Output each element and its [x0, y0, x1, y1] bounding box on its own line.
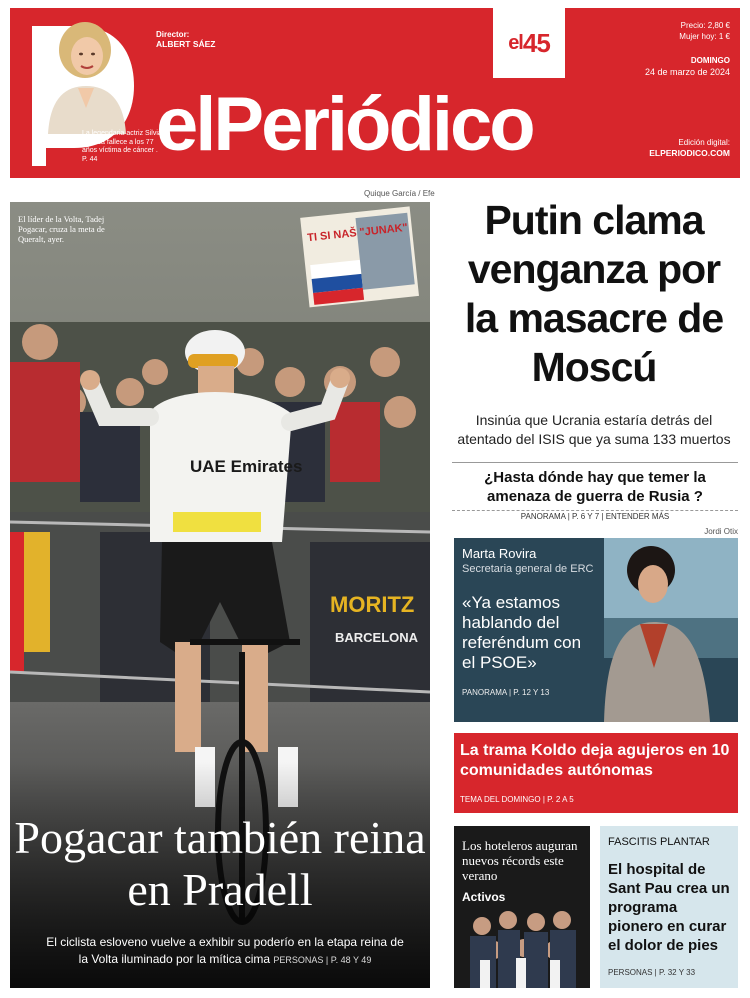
director-name: ALBERT SÁEZ: [156, 39, 216, 49]
masthead: [10, 8, 740, 178]
main-deck: Insinúa que Ucrania estaría detrás del atentado del ISIS que ya suma 133 muertos: [457, 412, 731, 447]
interview-photo-credit: Jordi Otix: [704, 527, 738, 536]
teaser-photo[interactable]: [40, 16, 130, 134]
hotel-headline: Los hoteleros auguran nuevos récords este verano: [462, 838, 578, 883]
photo-caption: El líder de la Volta, Tadej Pogacar, cruza la meta de Queralt, ayer.: [18, 214, 105, 244]
newspaper-title: elPeriódico: [156, 82, 533, 167]
interview-quote: «Ya estamos hablando del referéndum con el PSOE»: [462, 593, 582, 672]
interview-page-ref[interactable]: PANORAMA | P. 12 Y 13: [462, 688, 550, 697]
lead-deck-text: El ciclista esloveno vuelve a exhibir su poderío en la etapa reina de la Volta iluminado por la mítica cima: [46, 935, 404, 966]
interview-role: Secretaria general de ERC: [462, 563, 594, 575]
fan-sign-text: TI SI NAŠ "JUNAK": [306, 221, 409, 245]
teaser-text[interactable]: La legendaria actriz Silvia Tortosa fallece a los 77 años víctima de cáncer . P. 44: [82, 130, 162, 163]
sant-pau-page-ref[interactable]: PERSONAS | P. 32 Y 33: [608, 968, 696, 977]
hotel-section: Activos: [462, 890, 506, 904]
digital-edition: [649, 138, 730, 159]
jersey-text: UAE Emirates: [190, 457, 303, 476]
interview-name: Marta Rovira: [462, 546, 537, 561]
digital-url[interactable]: ELPERIODICO.COM: [649, 148, 730, 158]
banner-text: MORITZ: [330, 592, 415, 617]
price-block: [600, 20, 730, 42]
divider: [452, 510, 738, 511]
main-headline[interactable]: Putin clama venganza por la masacre de Moscú: [464, 197, 724, 390]
price-women: Mujer hoy: 1 €: [679, 32, 730, 41]
anniversary-prefix: el: [508, 31, 523, 54]
banner-sub: BARCELONA: [335, 630, 419, 645]
lead-headline[interactable]: Pogacar también reina en Pradell: [14, 812, 426, 915]
lead-story[interactable]: [10, 202, 430, 988]
date-full: 24 de marzo de 2024: [644, 67, 730, 77]
divider: [452, 462, 738, 463]
sant-pau-headline: El hospital de Sant Pau crea un programa pionero en curar el dolor de pies: [608, 861, 730, 954]
main-page-ref[interactable]: PANORAMA | P. 6 Y 7 | ENTENDER MÁS: [520, 512, 670, 521]
anniversary-badge: [493, 8, 565, 78]
lead-photo-credit: Quique García / Efe: [364, 189, 435, 198]
lead-page-ref[interactable]: PERSONAS | P. 48 Y 49: [273, 955, 372, 965]
analysis-question[interactable]: ¿Hasta dónde hay que temer la amenaza de guerra de Rusia ?: [484, 469, 706, 505]
director-label: Director:: [156, 30, 190, 39]
interview-box[interactable]: [454, 538, 738, 722]
date-block: [600, 56, 730, 78]
anniversary-number: 45: [522, 27, 550, 58]
price: Precio: 2,80 €: [680, 21, 730, 30]
date-day: DOMINGO: [690, 56, 730, 65]
digital-label: Edición digital:: [678, 138, 730, 147]
hotel-box[interactable]: [454, 826, 590, 988]
koldo-headline: La trama Koldo deja agujeros en 10 comunidades autónomas: [460, 742, 730, 779]
sant-pau-box[interactable]: [600, 826, 738, 988]
sant-pau-kicker: FASCITIS PLANTAR: [608, 836, 710, 848]
lead-deck: [40, 934, 410, 969]
koldo-box[interactable]: [454, 733, 738, 813]
koldo-page-ref[interactable]: TEMA DEL DOMINGO | P. 2 A 5: [460, 795, 574, 804]
